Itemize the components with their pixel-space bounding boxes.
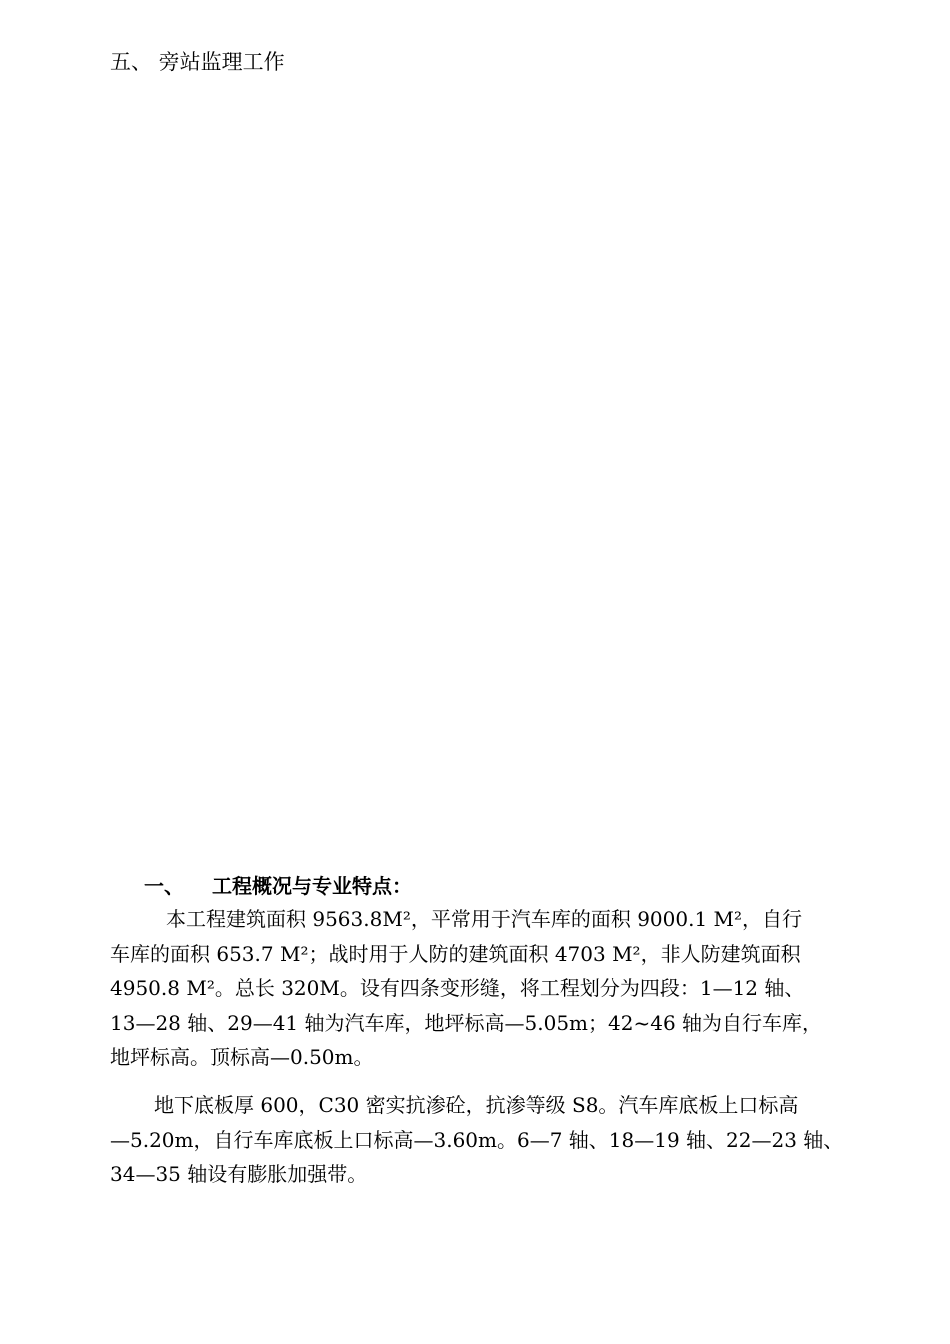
paragraph-line: —5.20m，自行车库底板上口标高—3.60m。6—7 轴、18—19 轴、22—23 轴、 <box>110 1127 844 1152</box>
paragraph-line: 车库的面积 653.7 M²；战时用于人防的建筑面积 4703 M²，非人防建筑面积 <box>110 941 801 966</box>
paragraph-line: 4950.8 M²。总长 320M。设有四条变形缝，将工程划分为四段：1—12 轴、 <box>110 976 805 1000</box>
paragraph-line: 地坪标高。顶标高—0.50m。 <box>110 1045 374 1069</box>
foundation-slab-paragraph <box>110 1088 850 1192</box>
paragraph-line: 34—35 轴设有膨胀加强带。 <box>110 1162 368 1186</box>
paragraph-line: 本工程建筑面积 9563.8M²，平常用于汽车库的面积 9000.1 M²，自行 <box>166 907 803 931</box>
section-title: 工程概况与专业特点： <box>212 874 412 898</box>
paragraph-line: 地下底板厚 600，C30 密实抗渗砼，抗渗等级 S8。汽车库底板上口标高 <box>154 1093 799 1117</box>
section-number: 一、 <box>144 874 184 898</box>
toc-heading: 五、 旁站监理工作 <box>110 50 285 74</box>
project-overview-paragraph <box>110 902 850 1075</box>
section-heading <box>144 871 412 901</box>
paragraph-line: 13—28 轴、29—41 轴为汽车库，地坪标高—5.05m；42~46 轴为自行车库， <box>110 1010 823 1035</box>
